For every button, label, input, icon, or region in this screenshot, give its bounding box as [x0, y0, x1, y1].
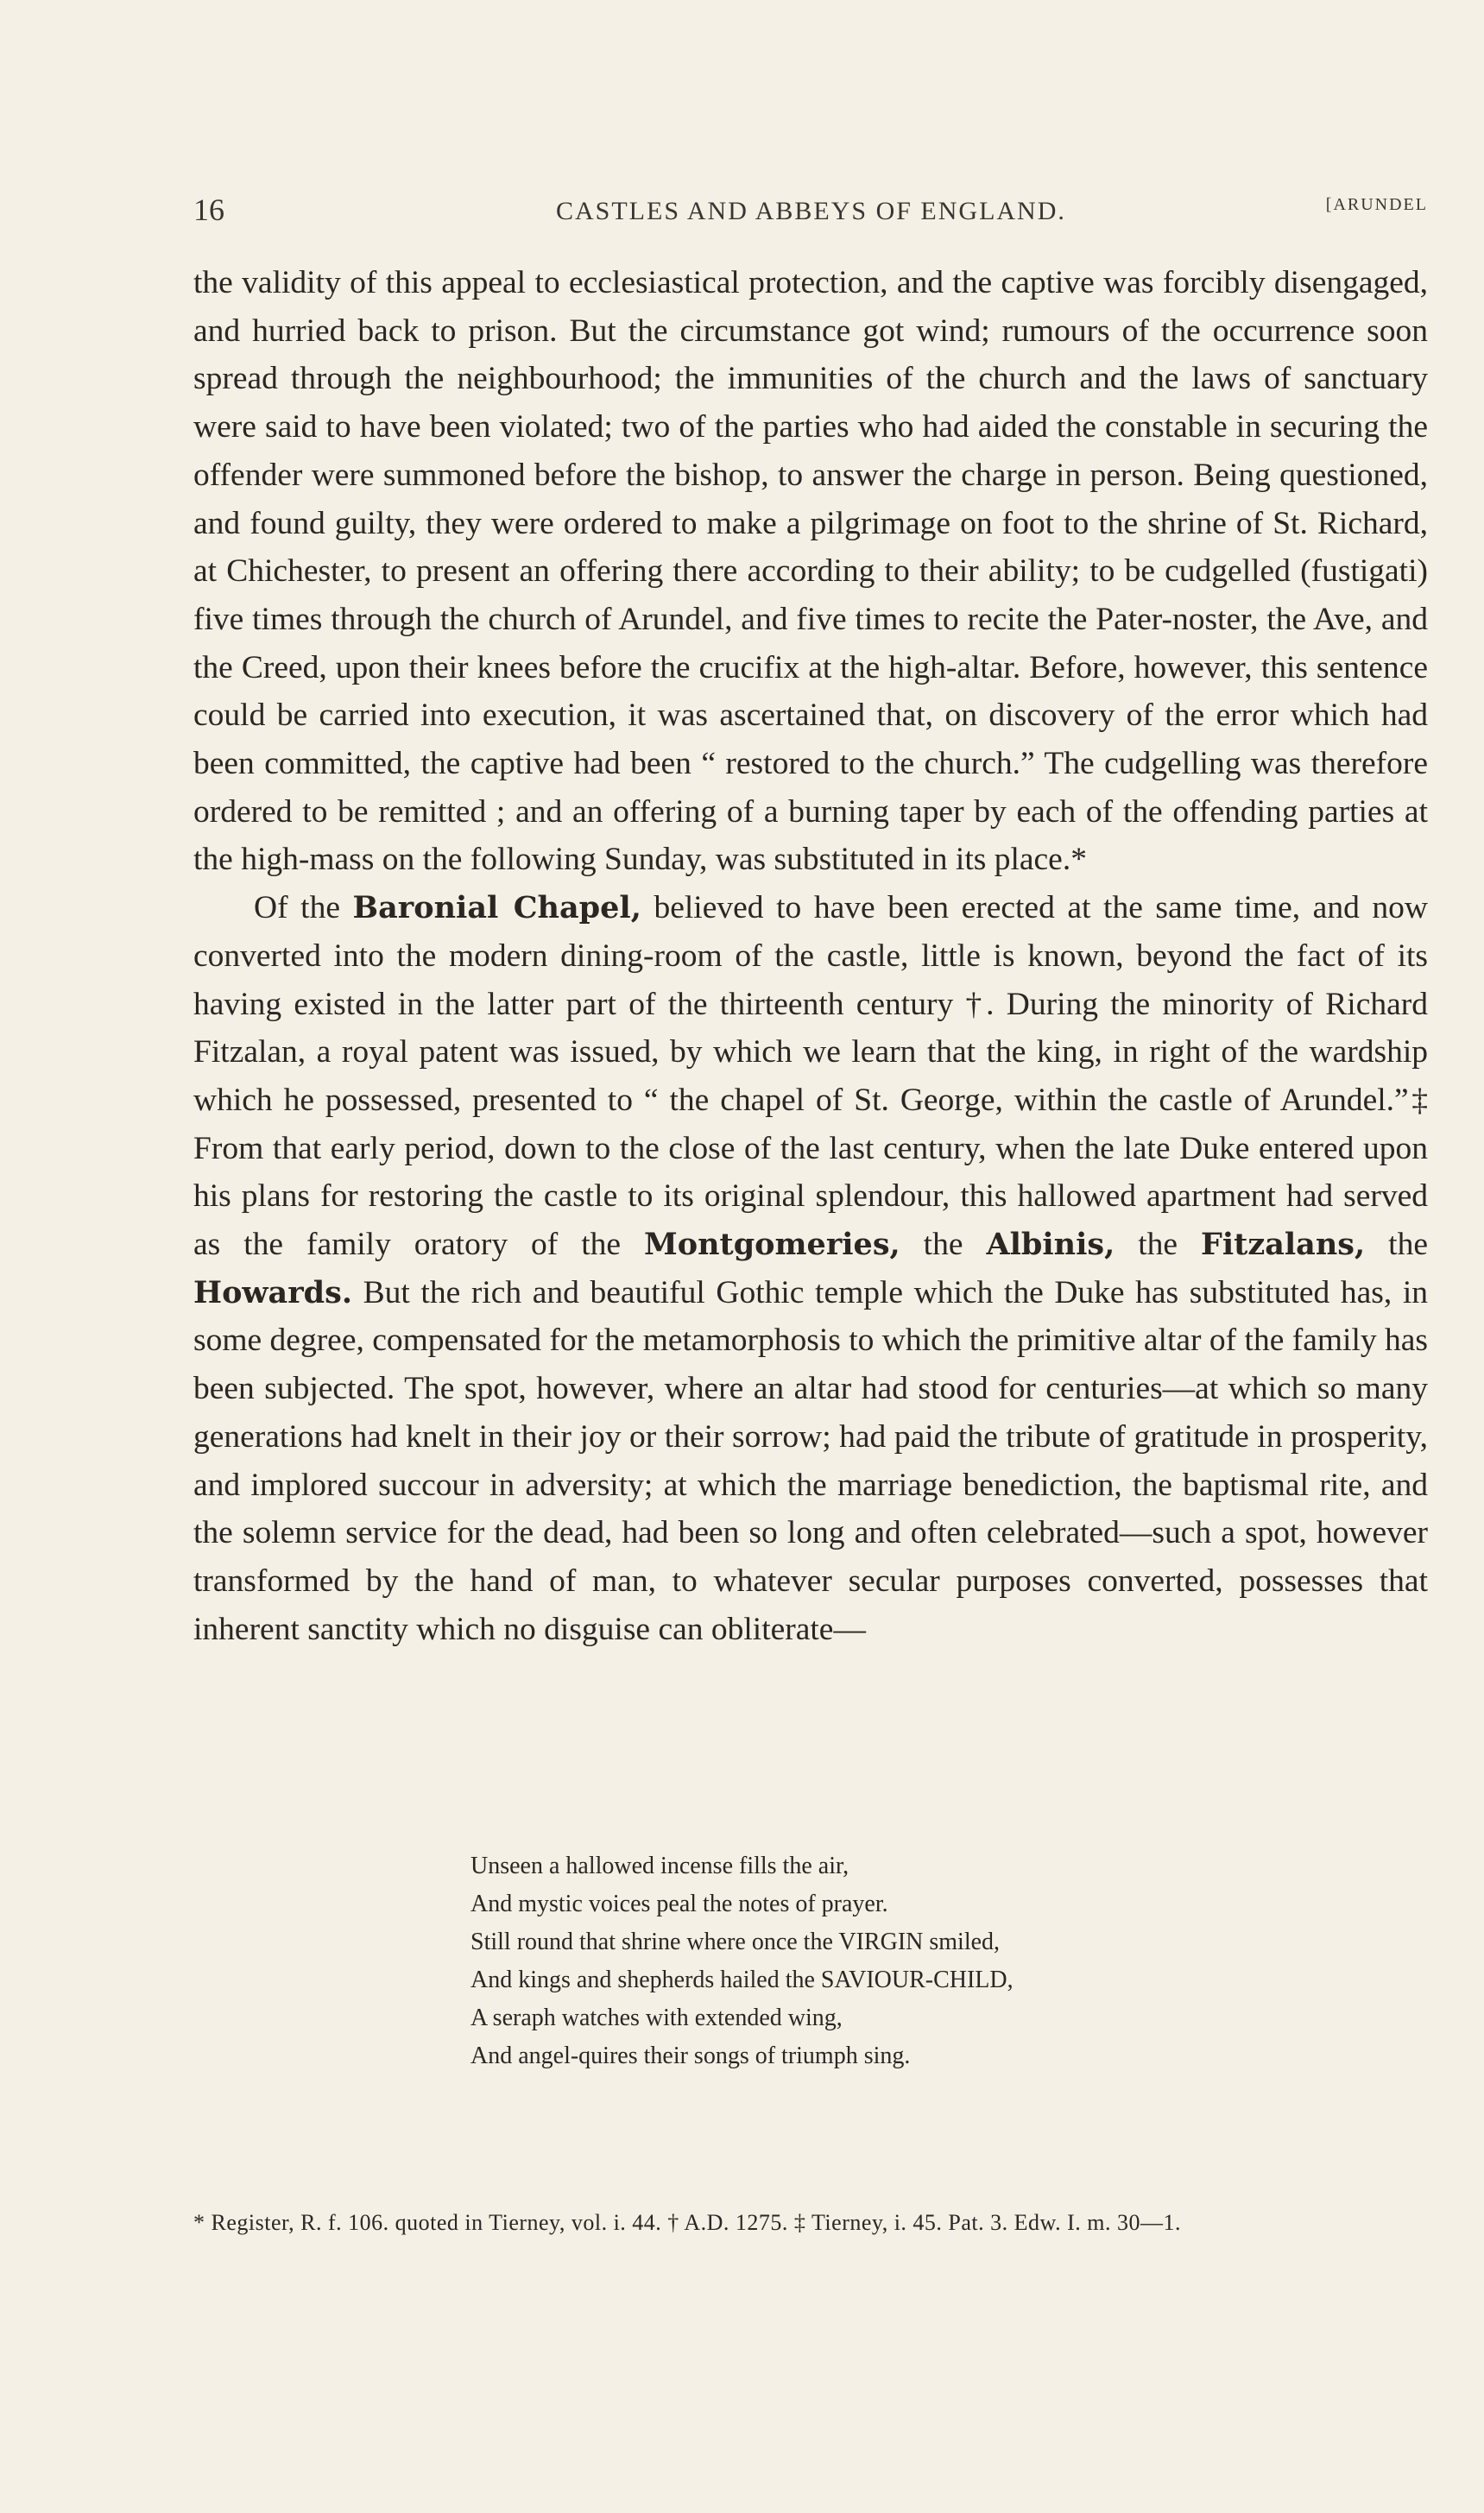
footnotes: * Register, R. f. 106. quoted in Tierney, vol. i. 44. † A.D. 1275. ‡ Tierney, i. 45. Pat. 3. Edw. I. m. 30—1.: [193, 2210, 1181, 2235]
verse-line: Still round that shrine where once the VIRGIN smiled,: [470, 1929, 1001, 1955]
section-heading: [ARUNDEL: [1325, 195, 1428, 214]
connector-the-2: the: [1115, 1227, 1202, 1263]
blackletter-baronial-chapel: Baronial Chapel,: [352, 890, 641, 926]
body-text: [193, 259, 1428, 1653]
blackletter-albinis: Albinis,: [986, 1227, 1115, 1263]
verse-line: Unseen a hallowed incense fills the air,: [470, 1853, 849, 1879]
page-number: 16: [193, 193, 224, 227]
connector-the-3: the: [1365, 1227, 1428, 1263]
paragraph-2-middle: believed to have been erected at the same time, and now converted into the modern dining-room of the castle, little is known, beyond the fact of its having existed in the latter part of the thirteenth century †. During the minority of Richard Fitzalan, a royal patent was issued, by which we learn that the king, in right of the wardship which he possessed, presented to “ the chapel of St. George, within the castle of Arundel.”‡ From that early period, down to the close of the last century, when the late Duke entered upon his plans for restoring the castle to its original splendour, this hallowed apartment had served as the family oratory of the: [193, 890, 1428, 1263]
blackletter-montgomeries: Montgomeries,: [644, 1227, 900, 1263]
verse-line: And mystic voices peal the notes of prayer.: [470, 1891, 888, 1917]
connector-the-1: the: [900, 1227, 987, 1263]
page-header: [193, 192, 1428, 226]
verse-quotation: [470, 1847, 1247, 2075]
paragraph-2-start: Of the: [254, 890, 353, 926]
verse-line: A seraph watches with extended wing,: [470, 2005, 843, 2031]
paragraph-1: the validity of this appeal to ecclesiastical protection, and the captive was forcibly disengaged, and hurried back to prison. But the circumstance got wind; rumours of the occurrence soon spread through the neighbourhood; the immunities of the church and the laws of sanctuary were said to have been violated; two of the parties who had aided the constable in securing the offender were summoned before the bishop, to answer the charge in person. Being questioned, and found guilty, they were ordered to make a pilgrimage on foot to the shrine of St. Richard, at Chichester, to present an offering there according to their ability; to be cudgelled (fustigati) five times through the church of Arundel, and five times to recite the Pater-noster, the Ave, and the Creed, upon their knees before the crucifix at the high-altar. Before, however, this sentence could be carried into execution, it was ascertained that, on discovery of the error which had been committed, the captive had been “ restored to the church.” The cudgelling was therefore ordered to be remitted ; and an offering of a burning taper by each of the offending parties at the high-mass on the following Sunday, was substituted in its place.*: [193, 265, 1428, 878]
running-title: CASTLES AND ABBEYS OF ENGLAND.: [556, 197, 1066, 225]
blackletter-fitzalans: Fitzalans,: [1201, 1227, 1366, 1263]
verse-line: And kings and shepherds hailed the SAVIOUR-CHILD,: [470, 1967, 1014, 1993]
paragraph-2-end: But the rich and beautiful Gothic temple which the Duke has substituted has, in some degree, compensated for the metamorphosis to which the primitive altar of the family has been subjected. The spot, however, where an altar had stood for centuries—at which so many generations had knelt in their joy or their sorrow; had paid the tribute of gratitude in prosperity, and implored succour in adversity; at which the marriage benediction, the baptismal rite, and the solemn service for the dead, had been so long and often celebrated—such a spot, however transformed by the hand of man, to whatever secular purposes converted, possesses that inherent sanctity which no disguise can obliterate—: [193, 1274, 1428, 1647]
paragraph-2: [193, 884, 1428, 1653]
blackletter-howards: Howards.: [193, 1274, 353, 1310]
verse-line: And angel-quires their songs of triumph sing.: [470, 2043, 911, 2069]
